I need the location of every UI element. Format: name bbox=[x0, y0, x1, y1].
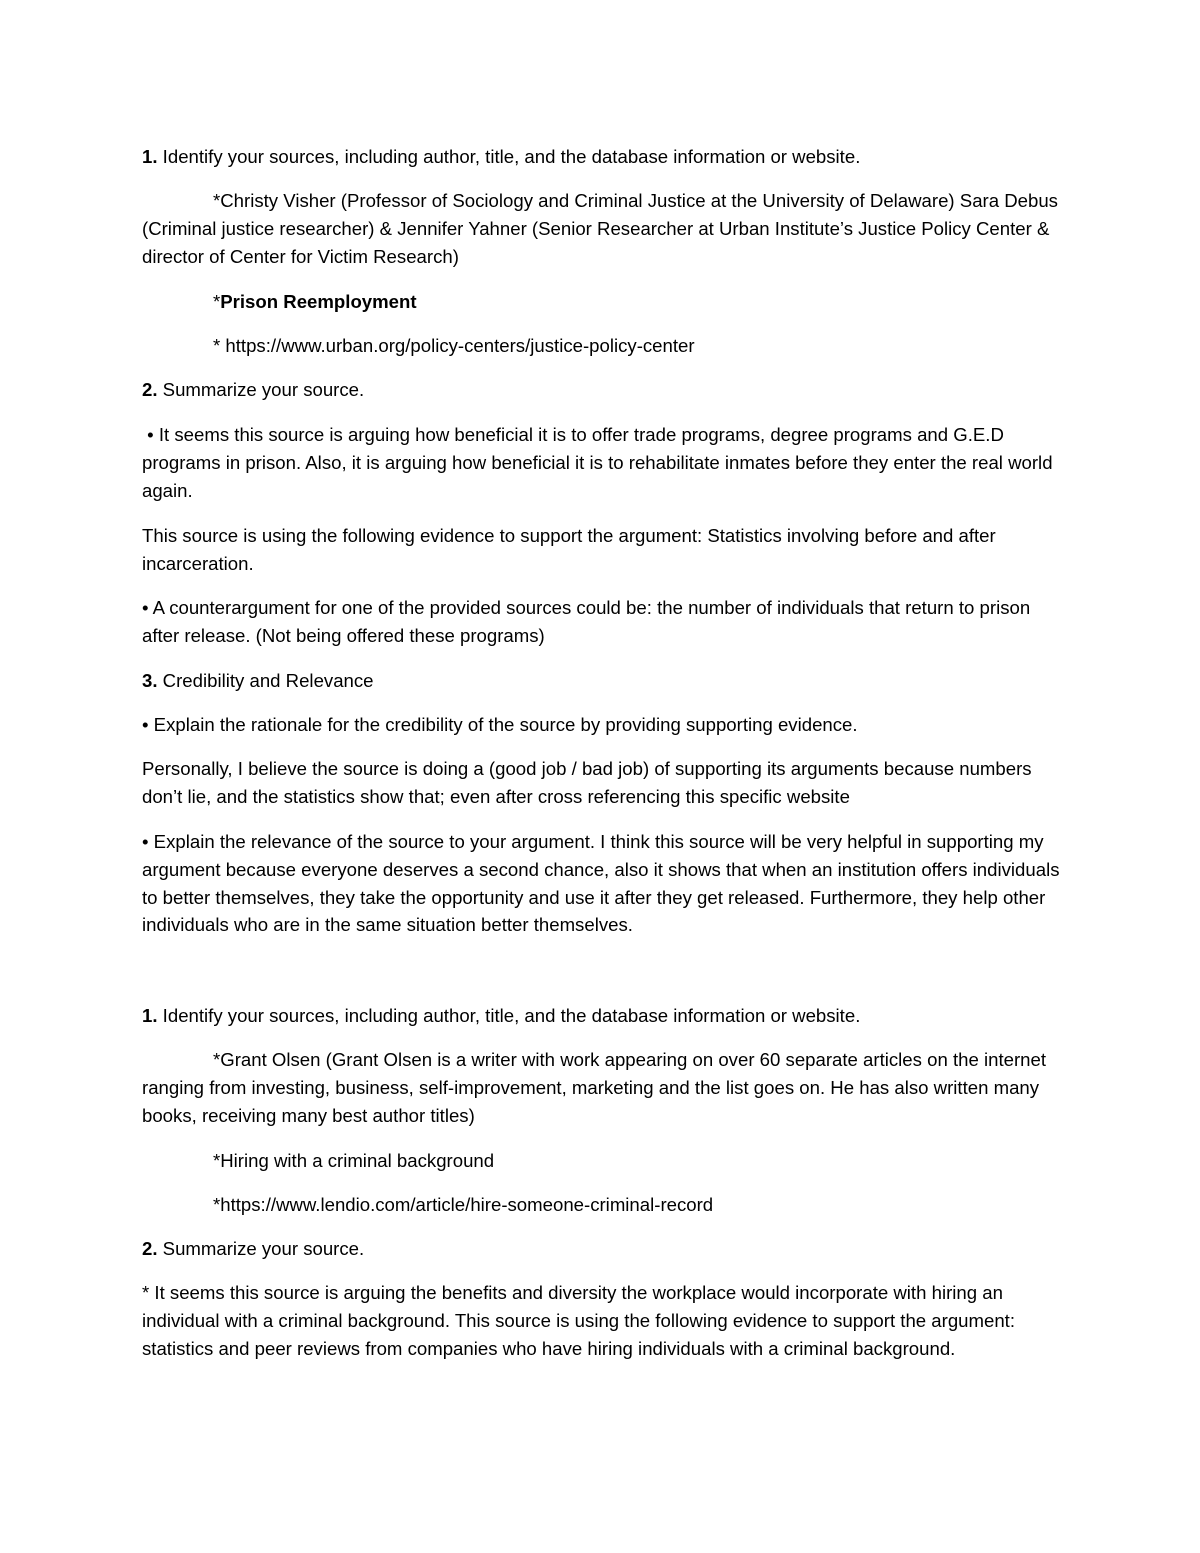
s1-cred-explain-text: Explain the rationale for the credibility of the source by providing supporting evidence. bbox=[148, 714, 858, 735]
s1-summary-bullet: • bbox=[147, 424, 154, 445]
s1-identify-text: Identify your sources, including author, title, and the database information or website. bbox=[157, 146, 861, 167]
s2-summary: * It seems this source is arguing the benefits and diversity the workplace would incorporate with hiring an individual with a criminal background. This source is using the following evidence to support the argument: statistics and peer reviews from companies who have hiring individuals with a criminal background. bbox=[142, 1282, 1016, 1359]
s1-title bbox=[213, 288, 1073, 316]
s1-authors: *Christy Visher (Professor of Sociology and Criminal Justice at the University of Delaware) Sara Debus (Criminal justice researcher) & Jennifer Yahner (Senior Researcher at Urban Institute’s Justice Policy Center & director of Center for Victim Research) bbox=[142, 190, 1058, 267]
s2-identify-number: 1. bbox=[142, 1005, 158, 1026]
s2-title: *Hiring with a criminal background bbox=[213, 1150, 495, 1171]
s1-cred-answer: Personally, I believe the source is doing a (good job / bad job) of supporting its arguments because numbers don’t lie, and the statistics show that; even after cross referencing this specific website bbox=[142, 758, 1032, 807]
s1-relevance-text: Explain the relevance of the source to your argument. I think this source will be very helpful in supporting my argument because everyone deserves a second chance, also it shows that when an institution offers individuals to better themselves, they take the opportunity and use it after they get released. Furthermore, they help other individuals who are in the same situation better themselves. bbox=[142, 831, 1060, 936]
s1-evidence: This source is using the following evidence to support the argument: Statistics involving before and after incarceration. bbox=[142, 525, 996, 574]
s1-credibility-heading bbox=[142, 667, 1072, 695]
s1-counter-text: A counterargument for one of the provided sources could be: the number of individuals that return to prison after release. (Not being offered these programs) bbox=[142, 597, 1031, 646]
s2-summarize-heading bbox=[142, 1235, 1072, 1263]
s1-summary bbox=[142, 421, 1072, 504]
s1-website: * https://www.urban.org/policy-centers/justice-policy-center bbox=[213, 335, 695, 356]
s1-counterargument bbox=[142, 594, 1072, 650]
s2-identify-text: Identify your sources, including author, title, and the database information or website. bbox=[157, 1005, 861, 1026]
s2-summarize-text: Summarize your source. bbox=[157, 1238, 365, 1259]
s1-rel-bullet: • bbox=[142, 831, 149, 852]
s1-relevance bbox=[142, 828, 1072, 939]
s1-summarize-heading bbox=[142, 376, 1072, 404]
s2-identify-heading bbox=[142, 1002, 1072, 1030]
s2-summarize-number: 2. bbox=[142, 1238, 158, 1259]
s1-cred-explain bbox=[142, 711, 1072, 739]
s1-summarize-number: 2. bbox=[142, 379, 158, 400]
s1-identify-number: 1. bbox=[142, 146, 158, 167]
s1-cred-text: Credibility and Relevance bbox=[157, 670, 374, 691]
s1-counter-bullet: • bbox=[142, 597, 149, 618]
s2-website: *https://www.lendio.com/article/hire-someone-criminal-record bbox=[213, 1194, 714, 1215]
s1-cred-bullet: • bbox=[142, 714, 149, 735]
s1-summarize-text: Summarize your source. bbox=[157, 379, 365, 400]
s1-identify-heading bbox=[142, 143, 1072, 171]
s1-summary-text: It seems this source is arguing how beneficial it is to offer trade programs, degree programs and G.E.D programs in prison. Also, it is arguing how beneficial it is to rehabilitate inmates before they enter the real world again. bbox=[142, 424, 1053, 501]
s1-title-text: Prison Reemployment bbox=[220, 291, 417, 312]
s1-title-star: * bbox=[213, 291, 221, 312]
s1-cred-number: 3. bbox=[142, 670, 158, 691]
s2-authors: *Grant Olsen (Grant Olsen is a writer with work appearing on over 60 separate articles on the internet ranging from investing, business, self-improvement, marketing and the list goes on. He has also written many books, receiving many best author titles) bbox=[142, 1049, 1046, 1126]
